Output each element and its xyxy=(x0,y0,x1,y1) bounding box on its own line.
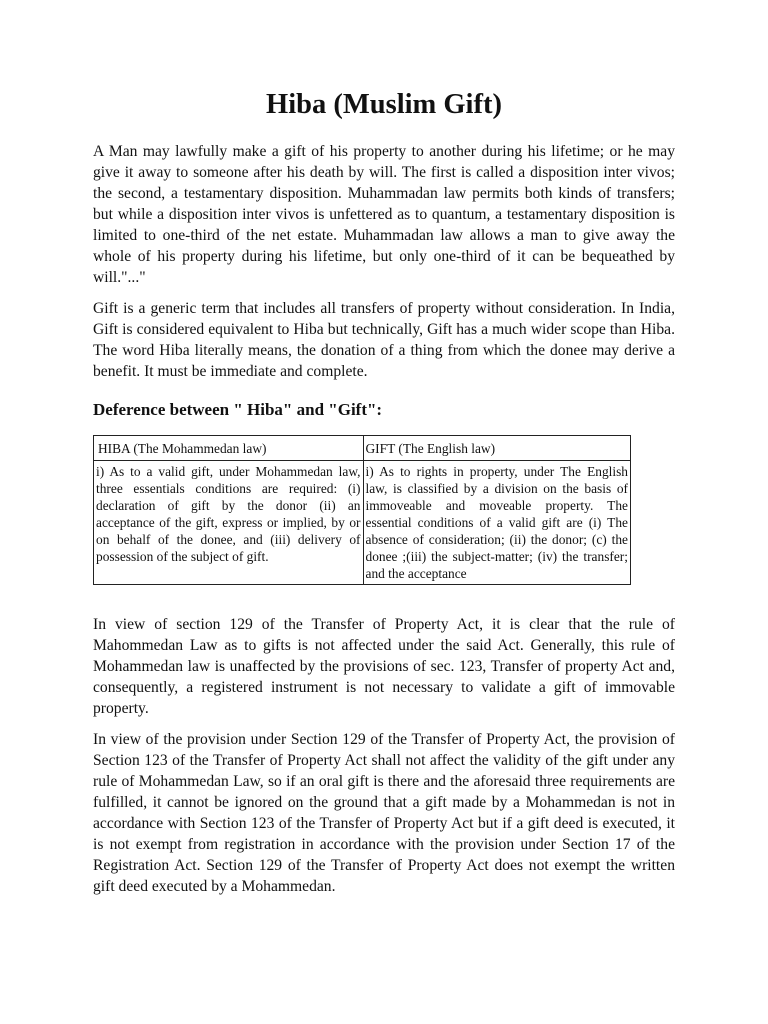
comparison-heading: Deference between " Hiba" and "Gift": xyxy=(93,400,383,419)
table-row xyxy=(94,461,631,585)
section-123-paragraph: In view of the provision under Section 129 of the Transfer of Property Act, the provision of Section 123 of the Transfer of Property Act shall not affect the validity of the gift under any rule of Mohammedan Law, so if an oral gift is there and the aforesaid three requirements are fulfilled, it cannot be ignored on the ground that a gift made by a Mohammedan is not in accordance with Section 123 of the Transfer of Property Act but if a gift deed is executed, it is not exempt from registration in accordance with the provision under Section 17 of the Registration Act. Section 129 of the Transfer of Property Act does not exempt the written gift deed executed by a Mohammedan. xyxy=(93,731,675,895)
table-header-row xyxy=(94,436,631,461)
cell-gift-conditions: i) As to rights in property, under The English law, is classified by a division on the basis of immoveable and moveable property. The essential conditions of a valid gift are (i) The absence of consideration; (ii) the donor; (c) the donee ;(iii) the subject-matter; (iv) the transfer; and the acceptance xyxy=(363,461,631,585)
header-gift: GIFT (The English law) xyxy=(363,436,631,461)
document-page xyxy=(93,0,675,897)
cell-hiba-conditions: i) As to a valid gift, under Mohammedan law, three essentials conditions are required: (i) declaration of gift by the donor (ii) an acceptance of the gift, express or implied, by or on behalf of the donee, and (iii) delivery of possession of the subject of gift. xyxy=(94,461,364,585)
header-hiba: HIBA (The Mohammedan law) xyxy=(94,436,364,461)
gift-definition-paragraph: Gift is a generic term that includes all transfers of property without consideration. In India, Gift is considered equivalent to Hiba but technically, Gift has a much wider scope than Hiba. The word Hiba literally means, the donation of a thing from which the donee may derive a benefit. It must be immediate and complete. xyxy=(93,300,675,380)
section-129-paragraph: In view of section 129 of the Transfer of Property Act, it is clear that the rule of Mahommedan Law as to gifts is not affected under the said Act. Generally, this rule of Mohammedan law is unaffected by the provisions of sec. 123, Transfer of property Act and, consequently, a registered instrument is not necessary to validate a gift of immovable property. xyxy=(93,616,675,717)
intro-paragraph: A Man may lawfully make a gift of his property to another during his lifetime; or he may give it away to someone after his death by will. The first is called a disposition inter vivos; the second, a testamentary disposition. Muhammadan law permits both kinds of transfers; but while a disposition inter vivos is unfettered as to quantum, a testamentary disposition is limited to one-third of the net estate. Muhammadan law allows a man to give away the whole of his property during his lifetime, but only one-third of it can be bequeathed by will."..." xyxy=(93,143,675,286)
comparison-table xyxy=(93,435,631,585)
page-title: Hiba (Muslim Gift) xyxy=(266,89,502,120)
